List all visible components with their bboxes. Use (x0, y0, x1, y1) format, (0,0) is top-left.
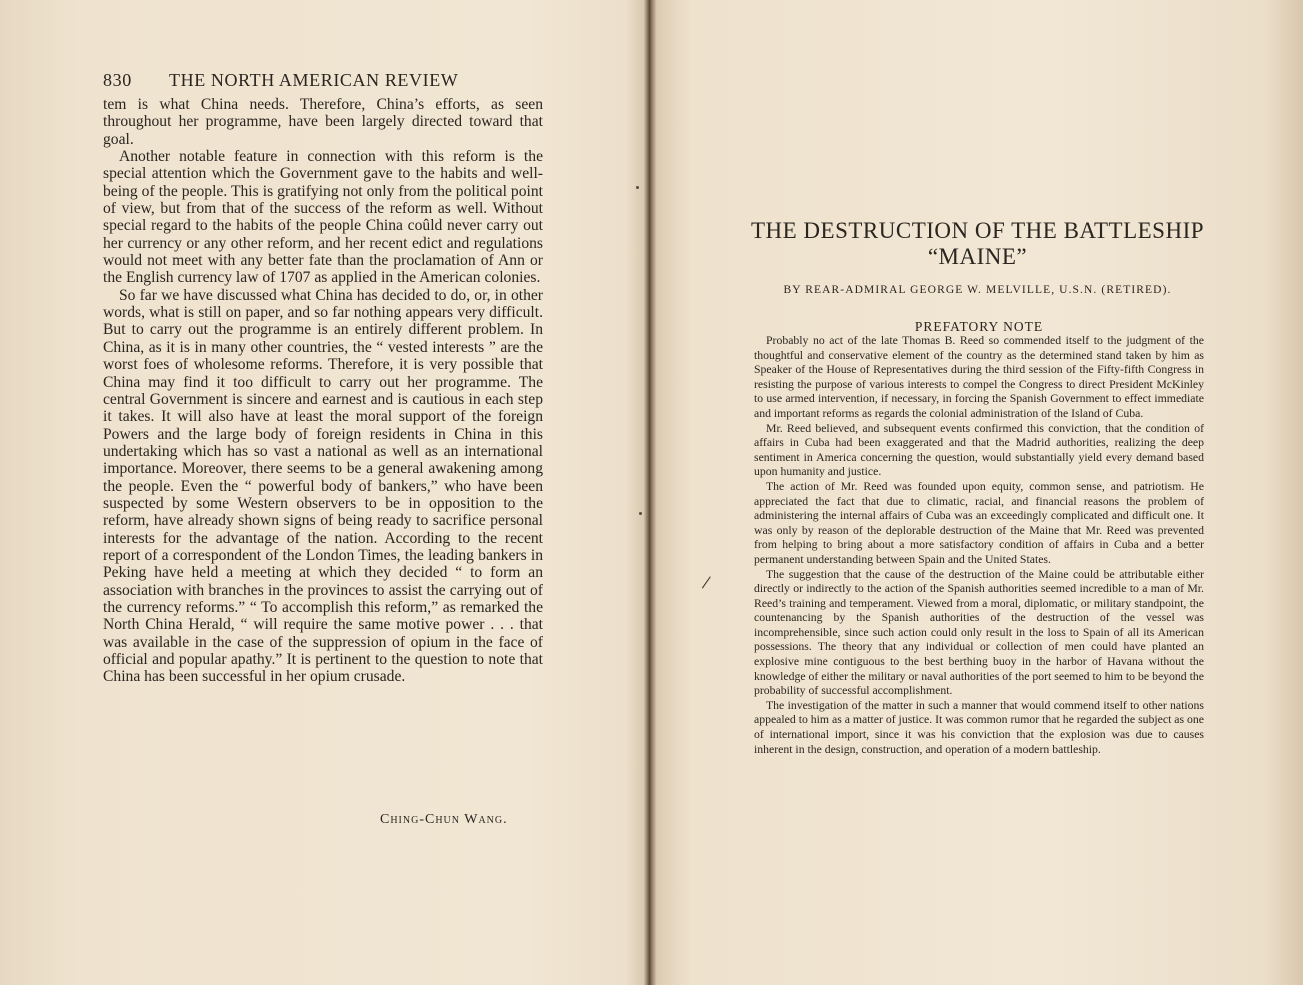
pencil-mark (702, 576, 718, 593)
paper-fleck (636, 186, 639, 189)
running-head (103, 70, 543, 91)
paragraph: So far we have discussed what China has decided to do, or, in other words, what is still on paper, and so far nothing appears very difficult. But to carry out the programme is an entirely different problem. In China, as it is in many other countries, the “ vested interests ” are the worst foes of wholesome reforms. Therefore, it is very possible that China may find it too difficult to carry out her programme. The central Government is sincere and earnest and is cautious in each step it takes. It will also have at least the moral support of the foreign Powers and the large body of foreign residents in China in this undertaking which has so vast a national as well as an international importance. Moreover, there seems to be a general awakening among the people. Even the “ powerful body of bankers,” who have been suspected by some Western observers to be in opposition to the reform, have already shown signs of being ready to sacrifice personal interests for the advantage of the nation. According to the recent report of a correspondent of the London Times, the leading bankers in Peking have held a meeting at which they decided “ to form an association with branches in the provinces to assist the carrying out of the currency reforms.” “ To accomplish this reform,” as remarked the North China Herald, “ will require the same motive power . . . that was available in the case of the suppression of opium in the face of official and popular apathy.” It is pertinent to the question to note that China has been successful in her opium crusade. (103, 286, 543, 686)
paragraph: Another notable feature in connection with this reform is the special attention which the Government gave to the habits and well-being of the people. This is gratifying not only from the political point of view, but from that of the success of the reform as well. Without special regard to the habits of the people China coûld never carry out her currency or any other reform, and her recent edict and regulations would not meet with any better fate than the proclamation of Ann or the English currency law of 1707 as applied in the American colonies. (103, 148, 543, 287)
right-page (660, 0, 1303, 985)
paragraph: The suggestion that the cause of the destruction of the Maine could be attributable either directly or indirectly to the action of the Spanish authorities seemed incredible to a man of Mr. Reed’s training and temperament. Viewed from a moral, diplomatic, or military standpoint, the countenancing by the Spanish authorities of the destruction of the vessel was incomprehensible, since such action could only result in the loss to Spain of all its American possessions. The theory that any individual or collection of men could have planted an explosive mine contiguous to the best berthing buoy in the harbor of Havana without the knowledge of either the military or naval authorities of the port seemed to him to be beyond the probability of successful accomplishment. (754, 567, 1204, 698)
section-heading: PREFATORY NOTE (914, 319, 1044, 334)
journal-title: THE NORTH AMERICAN REVIEW (169, 70, 459, 90)
paragraph: tem is what China needs. Therefore, China’s efforts, as seen throughout her programme, have been largely directed toward that goal. (103, 96, 543, 148)
page-number: 830 (103, 70, 132, 90)
paragraph: Mr. Reed believed, and subsequent events confirmed this conviction, that the condition of affairs in Cuba had been exaggerated and that the Madrid authorities, realizing the deep sentiment in America concerning the question, would substantially yield every demand based upon humanity and justice. (754, 421, 1204, 479)
byline: BY REAR-ADMIRAL GEORGE W. MELVILLE, U.S.N. (RETIRED). (783, 284, 1172, 296)
left-page (0, 0, 645, 985)
paper-fleck (639, 512, 642, 515)
paragraph: The investigation of the matter in such a manner that would commend itself to other nations appealed to him as a matter of justice. It was common rumor that he regarded the subject as one of international import, since it was his conviction that the explosion was due to causes inherent in the design, construction, and operation of a modern battleship. (754, 698, 1204, 756)
prefatory-note-text (754, 334, 1204, 757)
paragraph: Probably no act of the late Thomas B. Reed so commended itself to the judgment of the thoughtful and conservative element of the country as the determined stand taken by him as Speaker of the House of Representatives during the third session of the Fifty-fifth Congress in resisting the purpose of various interests to compel the Congress to direct President McKinley to use armed intervention, if necessary, in forcing the Spanish Government to effect immediate and important reforms as regards the colonial administration of the Island of Cuba. (754, 334, 1204, 420)
article-title: THE DESTRUCTION OF THE BATTLESHIP “MAINE” (750, 218, 1205, 269)
author-signature: Ching-Chun Wang. (380, 812, 508, 827)
left-body-text (103, 96, 543, 686)
paragraph: The action of Mr. Reed was founded upon equity, common sense, and patriotism. He appreciated the fact that due to climatic, racial, and financial reasons the problem of administering the internal affairs of Cuba was an exceedingly complicated and difficult one. It was only by reason of the deplorable destruction of the Maine that Mr. Reed was prevented from helping to bring about a more satisfactory condition of affairs in Cuba and a better permanent understanding between Spain and the United States. (754, 479, 1204, 566)
